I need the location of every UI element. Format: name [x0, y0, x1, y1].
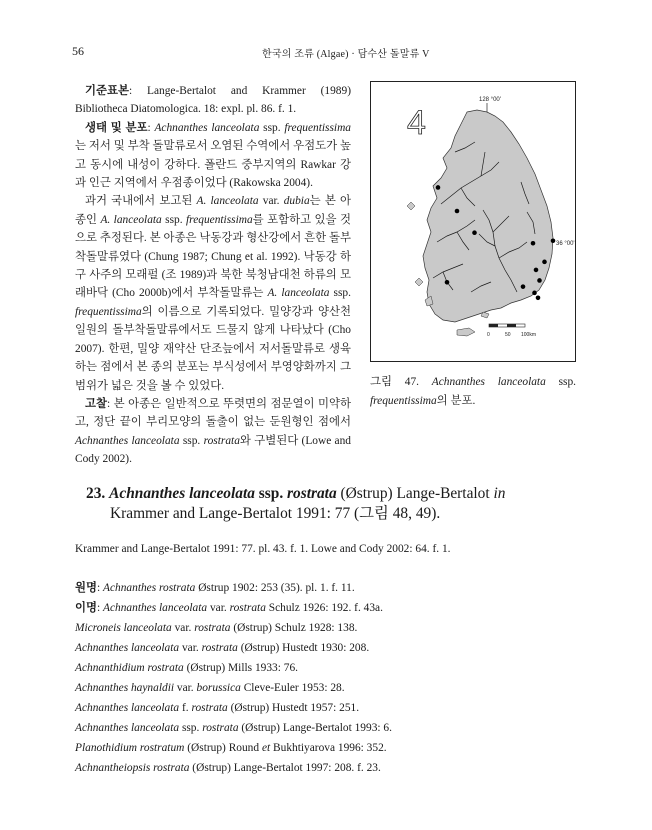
type-label: 기준표본 [85, 85, 130, 97]
previous-records-paragraph: 과거 국내에서 보고된 A. lanceolata var. dubia는 본 아종인 A. lanceolata ssp. frequentissima를 포함하고 있을 것으로 추정된다. 본 아종은 낙동강과 형산강에서 흔한 돌부착돌말류였다 (Chung 1987; Chung et al. 1992). 낙동강 하구 사주의 모래펄 (조 1989)과 북한 북청남대천 하류의 모래바닥 (Cho 2000b)에서 부착돌말류는 A. lanceolata ssp. frequentissima의 이름으로 기록되었다. 밀양강과 양산천 일원의 돌부착돌말류에서도 드물지 않게 나타났다 (Cho 2007). 한편, 밀양 재약산 단조늪에서 저서돌말류로 생육하는 점에서 본 종의 분포는 부식성에서 부영양화까지 그 범위가 넓은 것을 볼 수 있었다. [75, 195, 351, 392]
site-marker-9 [537, 278, 542, 283]
synonymy-list [75, 578, 595, 778]
synonym-line: 이명: Achnanthes lanceolata var. rostrata Schulz 1926: 192. f. 43a. [75, 602, 383, 614]
site-marker-8 [534, 268, 539, 273]
scale-bar [487, 324, 536, 338]
site-marker-4 [445, 280, 450, 285]
panel-number-glyph [407, 104, 426, 142]
scale-label-50: 50 [505, 332, 511, 338]
figure-caption: 그림 47. Achnanthes lanceolata ssp. frequentissima의 분포. [370, 376, 576, 407]
synonym-item: Achnanthes lanceolata var. rostrata (Østrup) Hustedt 1930: 208. [75, 642, 370, 654]
distribution-map-figure [370, 81, 576, 362]
synonym-item: Achnantheiopsis rostrata (Østrup) Lange-Bertalot 1997: 208. f. 23. [75, 762, 381, 774]
jeju-island [457, 328, 475, 336]
type-specimen-paragraph [75, 82, 351, 119]
northwest-island [407, 202, 415, 210]
synonym-item: Microneis lanceolata var. rostrata (Østrup) Schulz 1928: 138. [75, 622, 358, 634]
synonym-item: Planothidium rostratum (Østrup) Round et Bukhtiyarova 1996: 352. [75, 742, 387, 754]
remarks-label: 고찰 [85, 397, 108, 410]
scale-label-100km: 100km [521, 332, 537, 338]
synonym-item: Achnanthes haynaldii var. borussica Cleve-Euler 1953: 28. [75, 682, 345, 694]
svg-text:4: 4 [407, 104, 426, 142]
section-taxon: Achnanthes lanceolata [109, 485, 255, 502]
site-marker-7 [542, 260, 547, 265]
running-title: 한국의 조류 (Algae) · 담수산 돌말류 V [262, 49, 430, 60]
ecology-label: 생태 및 분포 [85, 121, 148, 134]
reference-line: Krammer and Lange-Bertalot 1991: 77. pl. 43. f. 1. Lowe and Cody 2002: 64. f. 1. [75, 543, 451, 555]
korean-peninsula-landmass [423, 110, 553, 322]
page-number: 56 [72, 44, 84, 58]
site-marker-10 [521, 284, 526, 289]
ecology-paragraph: 생태 및 분포: Achnanthes lanceolata ssp. frequentissima는 저서 및 부착 돌말류로서 오염된 수역에서 우점도가 높고 동시에 내성이 강하다. 폴란드 중부지역의 Rawkar 강과 인근 지역에서 우점종이었다 (Rakowska 2004). [75, 121, 351, 190]
left-column-text [75, 82, 351, 469]
basionym-line: 원명: Achnanthes rostrata Østrup 1902: 253 (35). pl. 1. f. 11. [75, 582, 355, 594]
scale-label-0: 0 [487, 332, 490, 338]
section-heading: 23. Achnanthes lanceolata ssp. rostrata (Østrup) Lange-Bertalot in Krammer and Lange-Bertalot 1991: 77 (그림 48, 49). [86, 485, 506, 522]
site-marker-1 [436, 185, 441, 190]
site-marker-12 [536, 296, 541, 301]
site-marker-3 [472, 230, 477, 235]
synonym-item: Achnanthidium rostrata (Østrup) Mills 1933: 76. [75, 662, 298, 674]
korea-distribution-map [371, 82, 575, 361]
site-marker-11 [532, 291, 537, 296]
site-marker-6 [551, 238, 556, 243]
latitude-label: 36 °00' [556, 241, 575, 247]
type-text: : Lange-Bertalot and Krammer (1989) Bibliotheca Diatomologica. 18: expl. pl. 86. f. 1. [75, 85, 351, 116]
synonym-item: Achnanthes lanceolata f. rostrata (Østrup) Hustedt 1957: 251. [75, 702, 360, 714]
synonym-item: Achnanthes lanceolata ssp. rostrata (Østrup) Lange-Bertalot 1993: 6. [75, 722, 392, 734]
west-island [415, 278, 423, 286]
remarks-paragraph: 고찰: 본 아종은 일반적으로 뚜렷면의 점문열이 미약하고, 정단 끝이 부리모양의 돌출이 없는 둔원형인 점에서 Achnanthes lanceolata ssp. rostrata와 구별된다 (Lowe and Cody 2002). [75, 397, 351, 466]
site-marker-2 [455, 209, 460, 214]
site-marker-5 [531, 241, 536, 246]
longitude-label: 128 °00' [479, 97, 501, 103]
